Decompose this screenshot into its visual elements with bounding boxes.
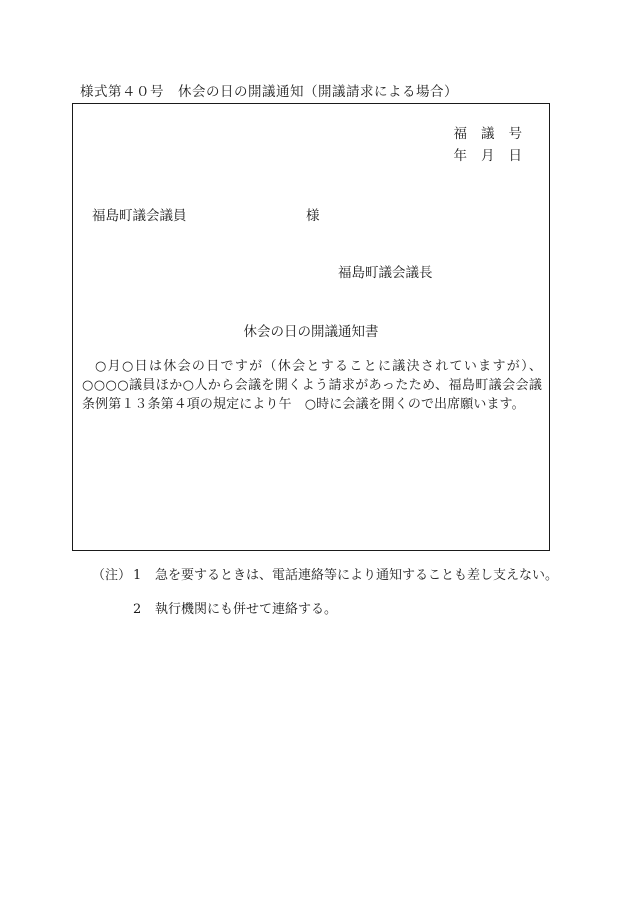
reference-number-suffix: 号	[508, 126, 522, 142]
note-number: 2	[133, 602, 142, 617]
reference-number	[454, 122, 523, 142]
note-number: 1	[133, 568, 142, 583]
note-text: 急を要するときは、電話連絡等により通知することも差し支えない。	[155, 568, 559, 583]
note-item	[133, 600, 563, 619]
reference-prefix: 福	[453, 126, 467, 142]
addressee-name: 福島町議会議員	[92, 208, 187, 224]
notice-body: ○月○日は休会の日ですが（休会とすることに議決されていますが）、○○○○議員ほか○人から会議を開くよう請求があったため、福島町議会会議条例第１３条第４項の規定により午 ○時に会議を開くので出席願います。	[82, 359, 542, 412]
reference-date	[454, 144, 523, 164]
sender-name: 福島町議会議長	[338, 265, 433, 281]
note-item	[133, 566, 563, 585]
note-text: 執行機関にも併せて連絡する。	[155, 602, 338, 617]
date-year: 年	[453, 148, 467, 164]
addressee-honorific: 様	[306, 208, 320, 224]
form-title: 様式第４０号 休会の日の開議通知（開議請求による場合）	[80, 84, 458, 100]
reference-council: 議	[481, 126, 495, 142]
notice-frame	[72, 103, 550, 551]
document-title: 休会の日の開議通知書	[243, 324, 379, 340]
notes-label: （注）	[92, 568, 132, 583]
date-month: 月	[481, 148, 495, 164]
date-day: 日	[508, 148, 522, 164]
